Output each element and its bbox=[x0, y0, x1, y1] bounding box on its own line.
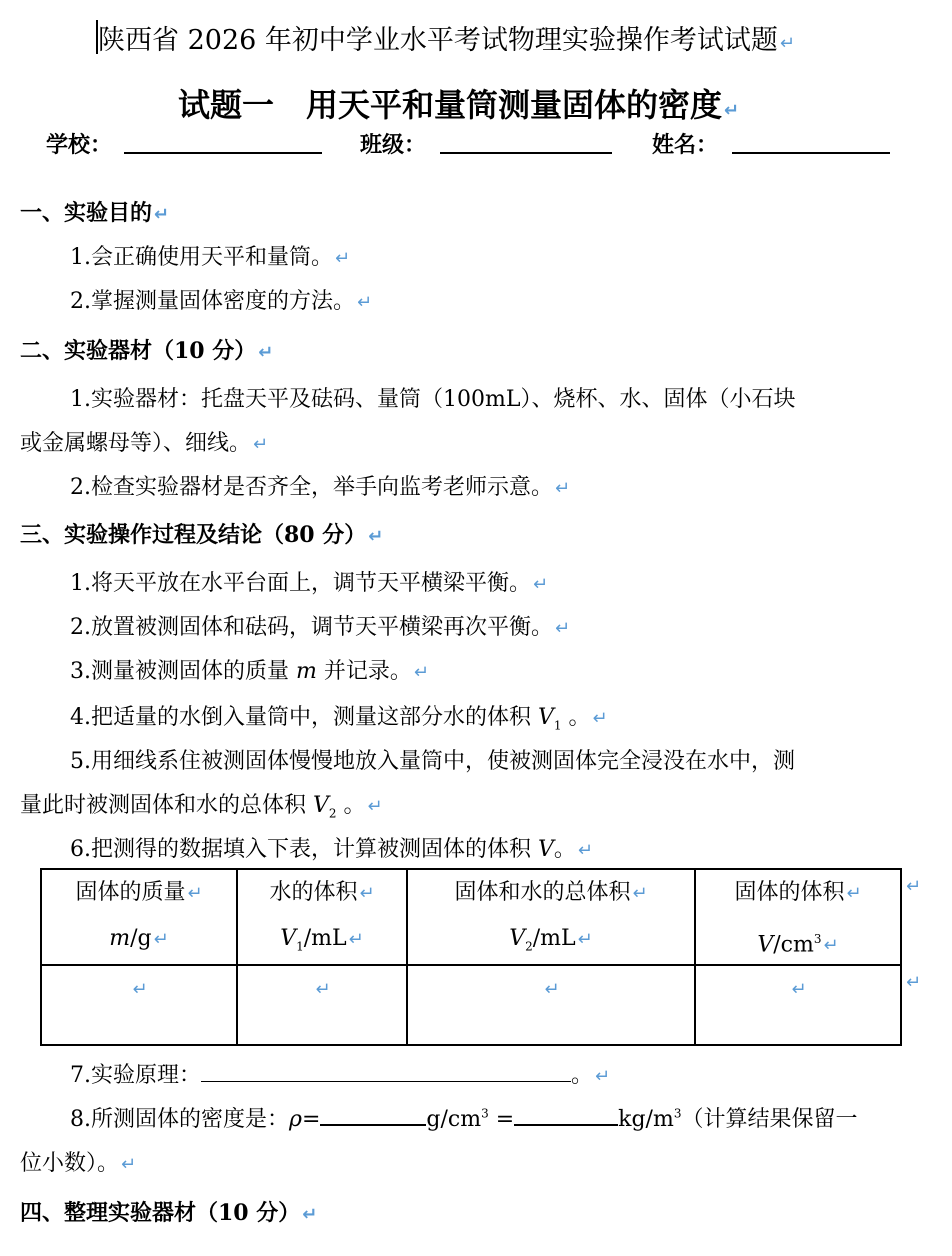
return-mark-icon: ↵ bbox=[357, 292, 373, 313]
return-mark-icon: ↵ bbox=[253, 434, 269, 455]
return-mark-icon: ↵ bbox=[846, 883, 862, 904]
input-cell-mass[interactable] bbox=[41, 965, 237, 1045]
return-mark-icon: ↵ bbox=[577, 929, 593, 950]
purpose-item-2: 2.掌握测量固体密度的方法。 ↵ bbox=[70, 289, 373, 314]
return-mark-icon: ↵ bbox=[315, 979, 331, 1000]
return-mark-icon: ↵ bbox=[154, 204, 170, 225]
return-mark-icon: ↵ bbox=[906, 972, 922, 993]
purpose-item-1: 1.会正确使用天平和量筒。 ↵ bbox=[70, 245, 351, 270]
return-mark-icon: ↵ bbox=[823, 935, 839, 957]
principle-field[interactable] bbox=[201, 1059, 571, 1082]
return-mark-icon: ↵ bbox=[592, 708, 608, 729]
procedure-step-5-line2: 量此时被测固体和水的总体积 $V_2$ 。 ↵ bbox=[20, 793, 383, 821]
return-mark-icon: ↵ bbox=[132, 979, 148, 1000]
school-label: 学校： bbox=[46, 132, 113, 158]
section-heading-procedure: 三、实验操作过程及结论（80 分） ↵ bbox=[20, 522, 384, 548]
return-mark-icon: ↵ bbox=[791, 979, 807, 1000]
procedure-step-4: 4.把适量的水倒入量筒中，测量这部分水的体积 $V_1$ 。 ↵ bbox=[70, 705, 608, 733]
return-mark-icon: ↵ bbox=[368, 526, 384, 547]
input-cell-water-volume[interactable] bbox=[237, 965, 407, 1045]
return-mark-icon: ↵ bbox=[153, 929, 169, 950]
procedure-step-8-line1: 8.所测固体的密度是：$\rho= g/cm^3 = kg/m^3$（计算结果保留一 bbox=[70, 1102, 857, 1133]
procedure-step-6: 6.把测得的数据填入下表，计算被测固体的体积 V。 ↵ bbox=[70, 837, 593, 862]
return-mark-icon: ↵ bbox=[367, 796, 383, 817]
return-mark-icon: ↵ bbox=[335, 248, 351, 269]
return-mark-icon: ↵ bbox=[724, 100, 740, 121]
procedure-step-3: 3.测量被测固体的质量 m 并记录。 ↵ bbox=[70, 659, 429, 684]
return-mark-icon: ↵ bbox=[906, 876, 922, 897]
school-field[interactable] bbox=[124, 152, 322, 154]
equipment-item-1-line1: 1.实验器材：托盘天平及砝码、量筒（100mL）、烧杯、水、固体（小石块 bbox=[70, 387, 796, 412]
exam-title: 陕西省 2026 年初中学业水平考试物理实验操作考试试题 ↵ bbox=[98, 25, 795, 56]
return-mark-icon: ↵ bbox=[779, 33, 795, 54]
return-mark-icon: ↵ bbox=[595, 1066, 611, 1087]
procedure-step-2: 2.放置被测固体和砝码，调节天平横梁再次平衡。 ↵ bbox=[70, 615, 571, 640]
return-mark-icon: ↵ bbox=[258, 342, 274, 363]
header-cell-solid-volume: 固体的体积 ↵ $V/cm^3$ ↵ bbox=[695, 869, 901, 965]
return-mark-icon: ↵ bbox=[544, 979, 560, 1000]
input-cell-solid-volume[interactable] bbox=[695, 965, 901, 1045]
return-mark-icon: ↵ bbox=[187, 883, 203, 904]
data-table bbox=[40, 868, 902, 1046]
return-mark-icon: ↵ bbox=[555, 478, 571, 499]
topic-title: 试题一 用天平和量筒测量固体的密度 ↵ bbox=[178, 86, 740, 124]
procedure-step-1: 1.将天平放在水平台面上，调节天平横梁平衡。 ↵ bbox=[70, 571, 549, 596]
name-field[interactable] bbox=[732, 152, 890, 154]
header-cell-water-volume: 水的体积 ↵ $V_1/mL$ ↵ bbox=[237, 869, 407, 965]
return-mark-icon: ↵ bbox=[302, 1204, 318, 1225]
equipment-item-1-line2: 或金属螺母等）、细线。 ↵ bbox=[20, 431, 269, 456]
table-header-row bbox=[41, 869, 901, 965]
density-gcm3-field[interactable] bbox=[320, 1102, 426, 1126]
return-mark-icon: ↵ bbox=[121, 1154, 137, 1175]
return-mark-icon: ↵ bbox=[577, 840, 593, 861]
return-mark-icon: ↵ bbox=[555, 618, 571, 639]
name-label: 姓名： bbox=[652, 132, 719, 158]
return-mark-icon: ↵ bbox=[348, 929, 364, 950]
header-cell-total-volume: 固体和水的总体积 ↵ $V_2/mL$ ↵ bbox=[407, 869, 695, 965]
table-data-row bbox=[41, 965, 901, 1045]
input-cell-total-volume[interactable] bbox=[407, 965, 695, 1045]
procedure-step-8-line2: 位小数）。 ↵ bbox=[20, 1151, 137, 1176]
section-heading-purpose: 一、实验目的 ↵ bbox=[20, 200, 170, 226]
return-mark-icon: ↵ bbox=[359, 883, 375, 904]
return-mark-icon: ↵ bbox=[632, 883, 648, 904]
section-heading-cleanup: 四、整理实验器材（10 分） ↵ bbox=[20, 1200, 318, 1226]
density-kgm3-field[interactable] bbox=[514, 1102, 618, 1126]
equipment-item-2: 2.检查实验器材是否齐全，举手向监考老师示意。 ↵ bbox=[70, 475, 571, 500]
class-label: 班级： bbox=[360, 132, 427, 158]
return-mark-icon: ↵ bbox=[413, 662, 429, 683]
procedure-step-5-line1: 5.用细线系住被测固体慢慢地放入量筒中，使被测固体完全浸没在水中，测 bbox=[70, 749, 795, 774]
section-heading-equipment: 二、实验器材（10 分） ↵ bbox=[20, 338, 274, 364]
return-mark-icon: ↵ bbox=[533, 574, 549, 595]
class-field[interactable] bbox=[440, 152, 612, 154]
procedure-step-7: 7.实验原理： 。 ↵ bbox=[70, 1058, 610, 1089]
header-cell-mass: 固体的质量 ↵ m/g ↵ bbox=[41, 869, 237, 965]
